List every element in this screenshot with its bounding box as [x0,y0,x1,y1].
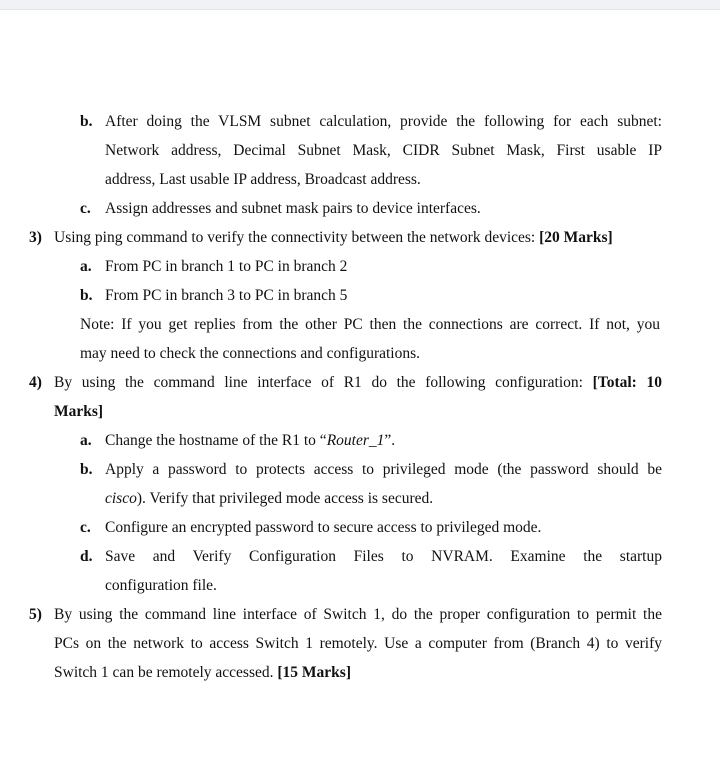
item-marker-c: c. [80,200,91,217]
question-5-line-2: PCs on the network to access Switch 1 remotely. Use a computer from (Branch 4) to verify [54,635,662,652]
question-4-b-line-2 [105,489,433,509]
question-4-d-line-1: Save and Verify Configuration Files to NVRAM. Examine the startup [105,548,662,565]
question-3-text [54,228,613,248]
question-4-marks-part-1: [Total: 10 [592,374,662,391]
question-4-c-text: Configure an encrypted password to secure access to privileged mode. [105,519,542,536]
question-3-a-marker: a. [80,258,92,275]
question-4-b-marker: b. [80,461,93,478]
question-4-a-hostname: Router_1 [326,432,385,449]
question-5-line-1: By using the command line interface of Switch 1, do the proper configuration to permit the [54,606,662,623]
question-4-marks-part-2: Marks] [54,403,104,420]
item-b-line-1: After doing the VLSM subnet calculation, provide the following for each subnet: [105,113,662,130]
question-4-d-line-2: configuration file. [105,577,217,594]
item-marker-b: b. [80,113,93,130]
question-4-a-pre: Change the hostname of the R1 to “ [105,432,327,449]
item-b-line-3: address, Last usable IP address, Broadcast address. [105,171,421,188]
question-4-c-marker: c. [80,519,91,536]
question-4-line-1 [54,373,662,393]
question-3-a-text: From PC in branch 1 to PC in branch 2 [105,258,348,275]
question-5-marks: [15 Marks] [277,664,351,681]
question-5-line-3 [54,663,351,683]
question-4-b-line-2-rest: ). Verify that privileged mode access is secured. [136,490,434,507]
question-3-note-line-1: Note: If you get replies from the other PC then the connections are correct. If not, you [80,316,660,333]
question-3-b-text: From PC in branch 3 to PC in branch 5 [105,287,348,304]
question-3-number: 3) [29,229,42,246]
question-4-a-post: ”. [384,432,396,449]
question-3-marks: [20 Marks] [539,229,613,246]
question-3-body: Using ping command to verify the connectivity between the network devices: [54,229,540,246]
question-4-number: 4) [29,374,42,391]
question-4-body: By using the command line interface of R1 do the following configuration: [54,374,593,391]
question-5-line-3-body: Switch 1 can be remotely accessed. [54,664,278,681]
question-4-a-marker: a. [80,432,92,449]
question-3-note-line-2: may need to check the connections and configurations. [80,345,421,362]
item-c-text: Assign addresses and subnet mask pairs to device interfaces. [105,200,481,217]
question-4-d-marker: d. [80,548,93,565]
viewer-top-bar [0,0,720,10]
question-4-b-password: cisco [105,490,137,507]
question-4-b-line-1: Apply a password to protects access to privileged mode (the password should be [105,461,662,478]
question-3-b-marker: b. [80,287,93,304]
item-b-line-2: Network address, Decimal Subnet Mask, CIDR Subnet Mask, First usable IP [105,142,662,159]
question-5-number: 5) [29,606,42,623]
question-4-a-text [105,431,395,451]
